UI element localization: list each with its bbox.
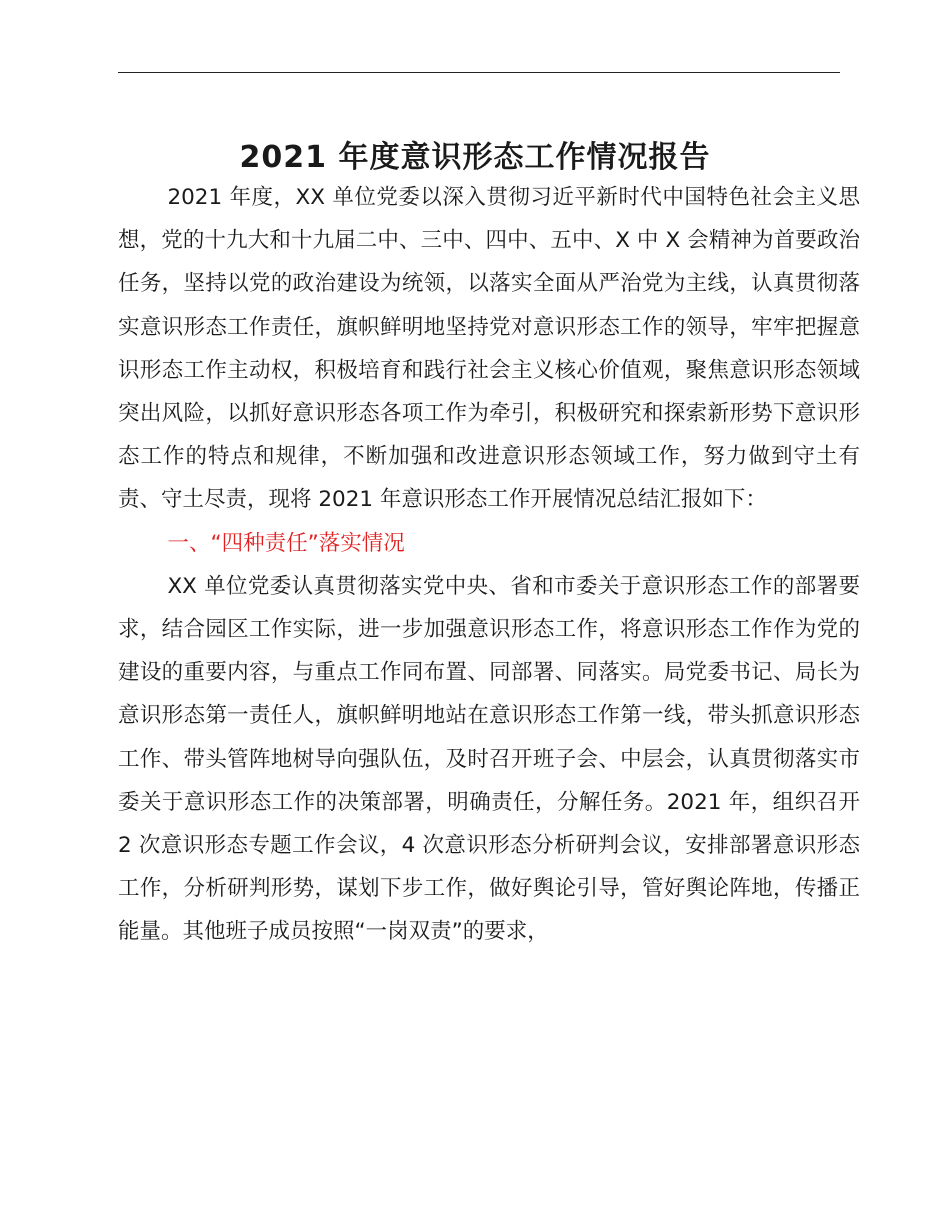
intro-paragraph: 2021 年度，XX 单位党委以深入贯彻习近平新时代中国特色社会主义思想，党的十九大和十九届二中、三中、四中、五中、X 中 X 会精神为首要政治任务，坚持以党的政治建设为统领，以落实全面从严治党为主线，认真贯彻落实意识形态工作责任，旗帜鲜明地坚持党对意识形态工作的领导，牢牢把握意识形态工作主动权，积极培育和践行社会主义核心价值观，聚焦意识形态领域突出风险，以抓好意识形态各项工作为牵引，积极研究和探索新形势下意识形态工作的特点和规律，不断加强和改进意识形态领域工作，努力做到守土有责、守土尽责，现将 2021 年意识形态工作开展情况总结汇报如下： (118, 185, 860, 513)
document-title: 2021 年度意识形态工作情况报告 (239, 140, 711, 175)
header-rule (118, 72, 840, 73)
section-heading: 一、“四种责任”落实情况 (167, 530, 405, 556)
document-body (118, 176, 860, 954)
section-paragraph: XX 单位党委认真贯彻落实党中央、省和市委关于意识形态工作的部署要求，结合园区工作实际，进一步加强意识形态工作，将意识形态工作作为党的建设的重要内容，与重点工作同布置、同部署、同落实。局党委书记、局长为意识形态第一责任人，旗帜鲜明地站在意识形态工作第一线，带头抓意识形态工作、带头管阵地树导向强队伍，及时召开班子会、中层会，认真贯彻落实市委关于意识形态工作的决策部署，明确责任，分解任务。2021 年，组织召开 2 次意识形态专题工作会议，4 次意识形态分析研判会议，安排部署意识形态工作，分析研判形势，谋划下步工作，做好舆论引导，管好舆论阵地，传播正能量。其他班子成员按照“一岗双责”的要求， (118, 573, 860, 945)
